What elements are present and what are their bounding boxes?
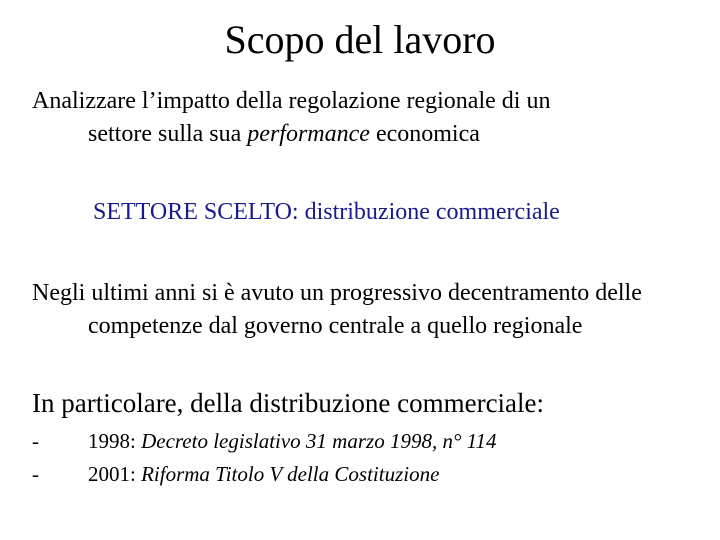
objective-paragraph: [32, 85, 692, 151]
bullet-dash: -: [32, 462, 39, 486]
context-paragraph: [32, 277, 692, 343]
objective-text: settore sulla sua: [88, 121, 248, 147]
sector-heading: SETTORE SCELTO: distribuzione commerciale: [93, 199, 560, 225]
list-item: [32, 425, 692, 458]
bullet-dash: -: [32, 429, 39, 453]
item-year: 2001:: [88, 462, 142, 486]
legislation-list: [32, 425, 692, 491]
slide-title: Scopo del lavoro: [224, 17, 496, 62]
objective-line-2: [32, 118, 692, 151]
lead-text: In particolare, della distribuzione commerciale:: [32, 388, 545, 418]
item-year: 1998:: [88, 429, 142, 453]
objective-emphasis: performance: [247, 121, 370, 147]
item-text: Decreto legislativo 31 marzo 1998, n° 114: [141, 429, 497, 453]
objective-line-1: Analizzare l’impatto della regolazione regionale di un: [32, 88, 551, 114]
context-line-1: Negli ultimi anni si è avuto un progressivo decentramento delle: [32, 280, 642, 306]
list-item: [32, 458, 692, 491]
context-line-2: competenze dal governo centrale a quello regionale: [88, 313, 583, 339]
item-text: Riforma Titolo V della Costituzione: [141, 462, 440, 486]
objective-text-end: economica: [369, 121, 480, 147]
